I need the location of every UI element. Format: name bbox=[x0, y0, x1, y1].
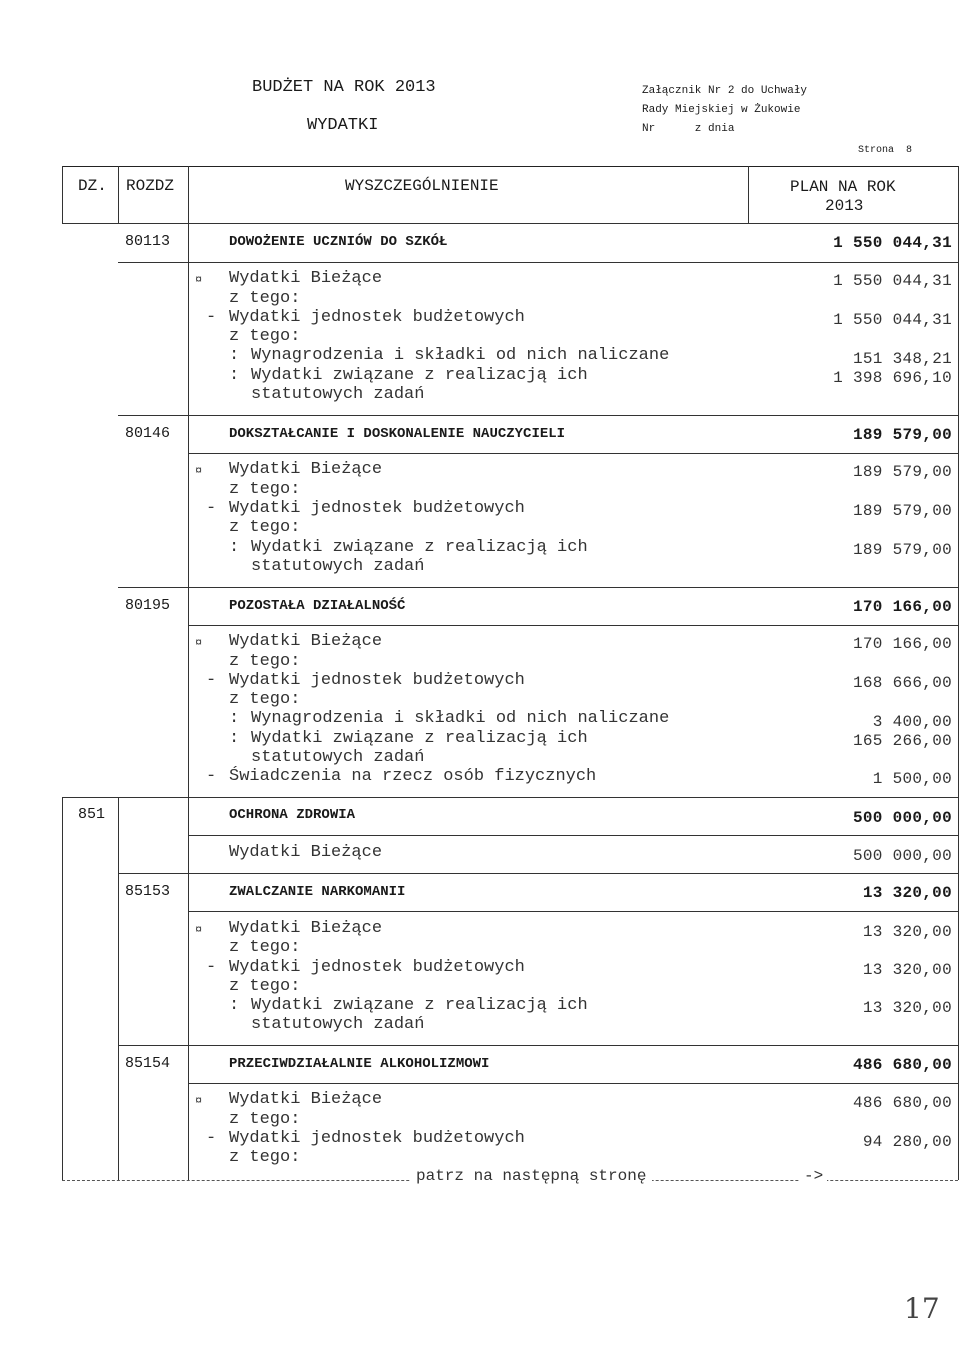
arrow-icon: -> bbox=[800, 1167, 827, 1185]
section-divider bbox=[118, 415, 958, 416]
row-prefix: - bbox=[206, 671, 217, 690]
rozdz-column-divider bbox=[188, 166, 189, 1180]
rozdz-code: 80113 bbox=[125, 233, 171, 250]
row-label: z tego: bbox=[229, 1110, 301, 1129]
row-amount: 165 266,00 bbox=[852, 732, 952, 750]
bullet-icon: ¤ bbox=[195, 636, 203, 650]
row-amount: 1 550 044,31 bbox=[833, 311, 952, 329]
attachment-line-3: Nr z dnia bbox=[642, 123, 735, 135]
section-divider bbox=[188, 625, 958, 626]
row-amount: 3 400,00 bbox=[872, 713, 952, 731]
section-divider bbox=[118, 587, 958, 588]
section-amount: 1 550 044,31 bbox=[833, 234, 952, 252]
header-bottom-border bbox=[62, 223, 958, 224]
row-label: z tego: bbox=[229, 652, 301, 671]
section-amount: 13 320,00 bbox=[862, 884, 952, 902]
rozdz-code: 85154 bbox=[125, 1055, 171, 1072]
attachment-line-2: Rady Miejskiej w Żukowie bbox=[642, 104, 801, 116]
row-label: z tego: bbox=[229, 977, 301, 996]
section-divider bbox=[118, 262, 958, 263]
section-amount: 189 579,00 bbox=[852, 426, 952, 444]
row-prefix: : bbox=[229, 709, 240, 728]
attachment-line-1: Załącznik Nr 2 do Uchwały bbox=[642, 85, 808, 97]
section-amount: 500 000,00 bbox=[852, 809, 952, 827]
row-amount: 13 320,00 bbox=[862, 999, 952, 1017]
row-amount: 168 666,00 bbox=[852, 674, 952, 692]
row-prefix: - bbox=[206, 1129, 217, 1148]
col-header-plan-year: 2013 bbox=[825, 197, 864, 215]
row-amount: 500 000,00 bbox=[852, 847, 952, 865]
row-amount: 189 579,00 bbox=[852, 541, 952, 559]
row-prefix: : bbox=[229, 346, 240, 365]
row-amount: 189 579,00 bbox=[852, 463, 952, 481]
row-label: Wydatki Bieżące bbox=[229, 269, 383, 288]
row-label: Wydatki Bieżące bbox=[229, 460, 383, 479]
row-amount: 486 680,00 bbox=[852, 1094, 952, 1112]
section-title: DOWOŻENIE UCZNIÓW DO SZKÓŁ bbox=[229, 234, 448, 250]
bullet-icon: ¤ bbox=[195, 464, 203, 478]
row-amount: 1 398 696,10 bbox=[833, 369, 952, 387]
table-top-border bbox=[62, 166, 958, 167]
dz-column-divider bbox=[118, 797, 119, 1180]
section-divider bbox=[118, 1045, 958, 1046]
section-divider bbox=[188, 911, 958, 912]
row-label: statutowych zadań bbox=[251, 385, 425, 404]
row-label: z tego: bbox=[229, 480, 301, 499]
row-amount: 13 320,00 bbox=[862, 923, 952, 941]
row-amount: 1 550 044,31 bbox=[833, 272, 952, 290]
col-header-description: WYSZCZEGÓLNIENIE bbox=[345, 177, 499, 195]
row-label: z tego: bbox=[229, 690, 301, 709]
dz-column-divider bbox=[118, 166, 119, 224]
row-prefix: - bbox=[206, 499, 217, 518]
col-header-rozdz: ROZDZ bbox=[126, 177, 175, 195]
row-prefix: : bbox=[229, 729, 240, 748]
row-label: z tego: bbox=[229, 518, 301, 537]
rozdz-code: 85153 bbox=[125, 883, 171, 900]
col-header-plan: PLAN NA ROK bbox=[790, 178, 896, 196]
section-title: POZOSTAŁA DZIAŁALNOŚĆ bbox=[229, 598, 406, 614]
plan-column-divider bbox=[748, 166, 749, 224]
row-label: statutowych zadań bbox=[251, 748, 425, 767]
bullet-icon: ¤ bbox=[195, 923, 203, 937]
row-label: Wynagrodzenia i składki od nich naliczane bbox=[251, 346, 670, 365]
row-label: z tego: bbox=[229, 938, 301, 957]
section-title: OCHRONA ZDROWIA bbox=[229, 807, 356, 823]
row-label: Wydatki Bieżące bbox=[229, 919, 383, 938]
row-label: z tego: bbox=[229, 327, 301, 346]
row-label: z tego: bbox=[229, 1148, 301, 1167]
section-divider bbox=[118, 873, 958, 874]
bullet-icon: ¤ bbox=[195, 273, 203, 287]
row-label: Wydatki związane z realizacją ich bbox=[251, 729, 588, 748]
section-title: ZWALCZANIE NARKOMANII bbox=[229, 884, 406, 900]
row-prefix: - bbox=[206, 308, 217, 327]
row-label: Świadczenia na rzecz osób fizycznych bbox=[229, 767, 597, 786]
rozdz-code: 80195 bbox=[125, 597, 171, 614]
table-right-border bbox=[958, 166, 959, 1180]
row-label: statutowych zadań bbox=[251, 557, 425, 576]
section-title: PRZECIWDZIAŁALNIE ALKOHOLIZMOWI bbox=[229, 1056, 490, 1072]
row-label: Wydatki związane z realizacją ich bbox=[251, 366, 588, 385]
row-label: Wydatki jednostek budżetowych bbox=[229, 308, 525, 327]
section-divider bbox=[188, 453, 958, 454]
row-amount: 13 320,00 bbox=[862, 961, 952, 979]
col-header-dz: DZ. bbox=[78, 177, 107, 195]
page-number: Strona 8 bbox=[858, 145, 913, 156]
row-label: Wydatki Bieżące bbox=[229, 632, 383, 651]
expenses-subtitle: WYDATKI bbox=[307, 116, 379, 135]
row-prefix: : bbox=[229, 366, 240, 385]
table-left-border bbox=[62, 797, 63, 1180]
continue-text: patrz na następną stronę bbox=[410, 1167, 652, 1185]
section-divider bbox=[188, 1083, 958, 1084]
row-prefix: : bbox=[229, 538, 240, 557]
row-label: Wydatki Bieżące bbox=[229, 843, 383, 862]
section-divider bbox=[188, 835, 958, 836]
row-label: z tego: bbox=[229, 289, 301, 308]
dz-code: 851 bbox=[78, 806, 106, 823]
table-left-border bbox=[62, 166, 63, 224]
row-label: Wydatki jednostek budżetowych bbox=[229, 671, 525, 690]
row-prefix: : bbox=[229, 996, 240, 1015]
section-divider bbox=[62, 797, 958, 798]
row-amount: 189 579,00 bbox=[852, 502, 952, 520]
row-label: Wydatki jednostek budżetowych bbox=[229, 1129, 525, 1148]
section-title: DOKSZTAŁCANIE I DOSKONALENIE NAUCZYCIELI bbox=[229, 426, 566, 442]
row-amount: 94 280,00 bbox=[862, 1133, 952, 1151]
row-label: Wynagrodzenia i składki od nich naliczane bbox=[251, 709, 670, 728]
row-label: Wydatki jednostek budżetowych bbox=[229, 499, 525, 518]
bullet-icon: ¤ bbox=[195, 1094, 203, 1108]
row-amount: 1 500,00 bbox=[872, 770, 952, 788]
row-label: Wydatki Bieżące bbox=[229, 1090, 383, 1109]
budget-title: BUDŻET NA ROK 2013 bbox=[252, 78, 436, 97]
row-prefix: - bbox=[206, 958, 217, 977]
row-label: statutowych zadań bbox=[251, 1015, 425, 1034]
row-amount: 151 348,21 bbox=[852, 350, 952, 368]
rozdz-code: 80146 bbox=[125, 425, 171, 442]
row-prefix: - bbox=[206, 767, 217, 786]
row-label: Wydatki związane z realizacją ich bbox=[251, 996, 588, 1015]
section-amount: 486 680,00 bbox=[852, 1056, 952, 1074]
row-amount: 170 166,00 bbox=[852, 635, 952, 653]
row-label: Wydatki jednostek budżetowych bbox=[229, 958, 525, 977]
handwritten-page-number: 17 bbox=[904, 1292, 940, 1325]
row-label: Wydatki związane z realizacją ich bbox=[251, 538, 588, 557]
section-amount: 170 166,00 bbox=[852, 598, 952, 616]
